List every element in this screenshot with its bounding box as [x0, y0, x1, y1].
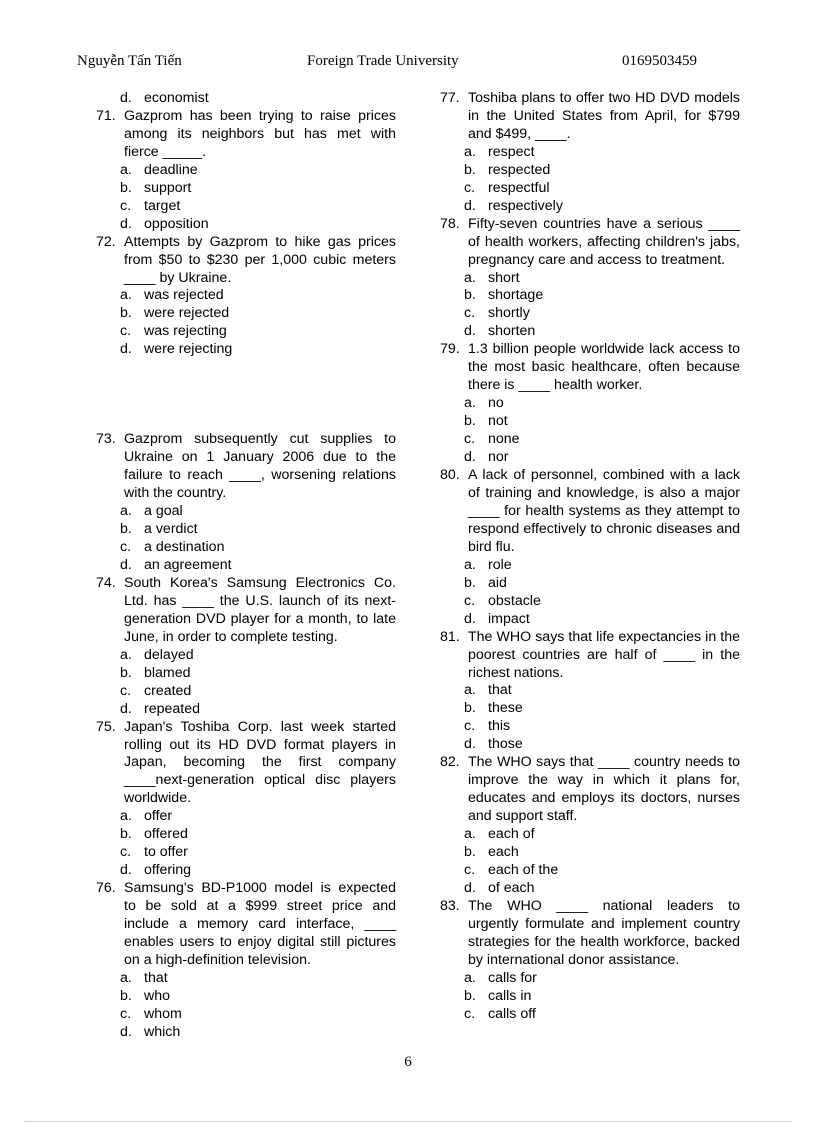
option-letter: b. — [120, 521, 132, 538]
question-number: 71. — [96, 107, 116, 124]
option-letter: a. — [120, 503, 132, 520]
option-letter: a. — [120, 161, 132, 178]
answer-option — [440, 395, 740, 413]
option-text: offered — [144, 826, 188, 843]
question — [96, 719, 396, 809]
option-text: obstacle — [488, 592, 541, 609]
answer-option — [96, 1006, 396, 1024]
question — [96, 431, 396, 503]
answer-option — [96, 701, 396, 719]
question — [440, 754, 740, 826]
answer-option — [440, 162, 740, 180]
answer-option — [440, 305, 740, 323]
option-text: shortage — [488, 287, 544, 304]
question-stem: A lack of personnel, combined with a lack of training and knowledge, is also a major ____ for health systems as they attempt to respond effectively to chronic diseases and bird flu. — [468, 467, 740, 555]
question — [440, 90, 740, 144]
option-letter: d. — [464, 449, 476, 466]
option-text: short — [488, 269, 520, 286]
answer-option — [96, 323, 396, 341]
option-text: were rejecting — [144, 341, 233, 358]
question-number: 81. — [440, 628, 460, 645]
answer-option — [440, 270, 740, 288]
option-letter: b. — [464, 161, 476, 178]
option-text: calls in — [488, 987, 532, 1004]
answer-option — [440, 880, 740, 898]
answer-option — [96, 198, 396, 216]
answer-option — [440, 988, 740, 1006]
answer-option — [96, 557, 396, 575]
option-text: blamed — [144, 664, 191, 681]
question-number: 76. — [96, 880, 116, 897]
question-stem: The WHO says that life expectancies in the poorest countries are half of ____ in the richest nations. — [468, 628, 740, 681]
option-text: economist — [144, 90, 209, 106]
question-number: 75. — [96, 718, 116, 735]
question-number: 78. — [440, 215, 460, 232]
option-letter: c. — [464, 861, 476, 878]
answer-option — [96, 683, 396, 701]
answer-option — [96, 1024, 396, 1042]
option-text: each of — [488, 826, 535, 843]
page-header — [0, 53, 816, 73]
option-text: support — [144, 179, 192, 196]
right-column — [440, 90, 740, 1024]
option-text: repeated — [144, 700, 201, 717]
question — [96, 880, 396, 970]
answer-option — [440, 826, 740, 844]
option-letter: c. — [464, 1005, 476, 1022]
option-letter: d. — [120, 90, 132, 106]
answer-option — [96, 287, 396, 305]
option-letter: c. — [464, 179, 476, 196]
answer-option — [440, 593, 740, 611]
answer-option — [440, 449, 740, 467]
option-letter: b. — [120, 987, 132, 1004]
answer-option — [96, 808, 396, 826]
option-text: was rejecting — [144, 323, 227, 340]
question-stem: South Korea's Samsung Electronics Co. Ltd. has ____ the U.S. launch of its next-generation DVD player for a month, to late June, in order to complete testing. — [124, 574, 396, 645]
answer-option — [440, 718, 740, 736]
option-letter: d. — [120, 700, 132, 717]
option-letter: b. — [464, 844, 476, 861]
option-letter: d. — [120, 862, 132, 879]
answer-option — [440, 431, 740, 449]
answer-option — [96, 90, 396, 108]
header-school: Foreign Trade University — [307, 53, 459, 69]
option-letter: c. — [120, 197, 132, 214]
question-stem: Toshiba plans to offer two HD DVD models in the United States from April, for $799 and $499, ____. — [468, 90, 740, 142]
option-letter: a. — [464, 969, 476, 986]
option-text: aid — [488, 574, 507, 591]
option-text: offer — [144, 808, 173, 825]
option-text: those — [488, 736, 523, 753]
question — [440, 216, 740, 270]
question-number: 77. — [440, 90, 460, 106]
page-gap — [96, 359, 396, 431]
question-number: 73. — [96, 431, 116, 448]
option-text: whom — [144, 1005, 182, 1022]
answer-option — [440, 198, 740, 216]
option-letter: d. — [464, 323, 476, 340]
answer-option — [440, 682, 740, 700]
option-text: calls for — [488, 969, 537, 986]
question — [96, 575, 396, 647]
option-text: to offer — [144, 844, 188, 861]
question-number: 72. — [96, 233, 116, 250]
question-number: 74. — [96, 574, 116, 591]
option-text: impact — [488, 610, 530, 627]
answer-option — [440, 700, 740, 718]
option-text: calls off — [488, 1005, 536, 1022]
option-letter: c. — [464, 718, 476, 735]
answer-option — [96, 970, 396, 988]
question-stem: 1.3 billion people worldwide lack access to the most basic healthcare, often because there is ____ health worker. — [468, 341, 740, 394]
option-text: target — [144, 197, 181, 214]
option-text: these — [488, 700, 523, 717]
option-letter: d. — [464, 197, 476, 214]
option-letter: b. — [464, 987, 476, 1004]
option-text: created — [144, 682, 192, 699]
answer-option — [440, 844, 740, 862]
option-text: opposition — [144, 215, 209, 232]
option-letter: b. — [464, 287, 476, 304]
option-text: each of the — [488, 861, 559, 878]
option-letter: b. — [464, 413, 476, 430]
option-text: this — [488, 718, 511, 735]
option-text: a verdict — [144, 521, 198, 538]
option-letter: d. — [120, 341, 132, 358]
answer-option — [440, 413, 740, 431]
question — [440, 898, 740, 970]
option-text: a destination — [144, 539, 225, 556]
option-text: shortly — [488, 305, 530, 322]
answer-option — [96, 305, 396, 323]
option-text: a goal — [144, 503, 183, 520]
question-number: 79. — [440, 341, 460, 358]
option-letter: d. — [464, 879, 476, 896]
option-text: respectful — [488, 179, 550, 196]
header-phone: 0169503459 — [622, 53, 697, 69]
option-text: who — [144, 987, 171, 1004]
answer-option — [440, 1006, 740, 1024]
option-text: each — [488, 844, 519, 861]
question-stem: Gazprom has been trying to raise prices among its neighbors but has met with fierce _____. — [124, 107, 396, 160]
option-text: no — [488, 395, 504, 412]
question — [96, 108, 396, 162]
option-text: an agreement — [144, 556, 232, 573]
footer-divider — [24, 1121, 792, 1122]
option-text: none — [488, 431, 520, 448]
left-column — [96, 90, 396, 1042]
header-author: Nguyễn Tấn Tiến — [77, 53, 182, 69]
option-letter: a. — [464, 826, 476, 843]
option-text: deadline — [144, 161, 198, 178]
option-letter: a. — [464, 682, 476, 699]
option-text: that — [144, 969, 168, 986]
answer-option — [96, 162, 396, 180]
option-text: shorten — [488, 323, 536, 340]
option-letter: c. — [464, 305, 476, 322]
question-stem: Japan's Toshiba Corp. last week started rolling out its HD DVD format players in Japan, becoming the first company ____next-generation optical disc players worldwide. — [124, 718, 396, 807]
answer-option — [96, 341, 396, 359]
option-text: nor — [488, 449, 509, 466]
answer-option — [96, 216, 396, 234]
answer-option — [96, 180, 396, 198]
option-letter: a. — [464, 143, 476, 160]
answer-option — [440, 323, 740, 341]
option-letter: c. — [464, 592, 476, 609]
answer-option — [440, 287, 740, 305]
option-letter: c. — [120, 1005, 132, 1022]
answer-option — [440, 557, 740, 575]
answer-option — [440, 575, 740, 593]
option-letter: d. — [120, 556, 132, 573]
option-text: not — [488, 413, 508, 430]
question-number: 83. — [440, 897, 460, 914]
option-letter: d. — [120, 215, 132, 232]
option-text: respectively — [488, 197, 563, 214]
option-text: was rejected — [144, 287, 224, 304]
option-letter: b. — [120, 305, 132, 322]
option-text: of each — [488, 879, 535, 896]
question — [96, 234, 396, 288]
option-letter: b. — [120, 179, 132, 196]
question-number: 82. — [440, 754, 460, 771]
option-letter: d. — [464, 736, 476, 753]
option-letter: a. — [120, 287, 132, 304]
question-stem: The WHO says that ____ country needs to improve the way in which it plans for, educates and employs its doctors, nurses and support staff. — [468, 754, 740, 825]
answer-option — [96, 826, 396, 844]
answer-option — [96, 844, 396, 862]
option-text: role — [488, 556, 512, 573]
answer-option — [96, 647, 396, 665]
option-text: were rejected — [144, 305, 230, 322]
option-letter: a. — [120, 808, 132, 825]
option-text: that — [488, 682, 512, 699]
question-stem: Attempts by Gazprom to hike gas prices from $50 to $230 per 1,000 cubic meters ____ by Ukraine. — [124, 233, 396, 286]
option-letter: b. — [120, 664, 132, 681]
question — [440, 629, 740, 683]
question-stem: Gazprom subsequently cut supplies to Ukraine on 1 January 2006 due to the failure to reach ____, worsening relations with the country. — [124, 431, 396, 502]
question-stem: The WHO ____ national leaders to urgently formulate and implement country strategies for the health workforce, backed by international donor assistance. — [468, 897, 740, 968]
question-number: 80. — [440, 467, 460, 484]
option-letter: a. — [120, 646, 132, 663]
answer-option — [440, 970, 740, 988]
option-text: respected — [488, 161, 551, 178]
option-letter: a. — [464, 269, 476, 286]
answer-option — [96, 521, 396, 539]
question-stem: Fifty-seven countries have a serious ____ of health workers, affecting children's jabs, pregnancy care and access to treatment. — [468, 215, 740, 268]
answer-option — [440, 736, 740, 754]
option-letter: a. — [464, 556, 476, 573]
option-letter: a. — [464, 395, 476, 412]
question — [440, 341, 740, 395]
option-letter: c. — [120, 844, 132, 861]
answer-option — [440, 862, 740, 880]
answer-option — [96, 988, 396, 1006]
option-letter: c. — [120, 323, 132, 340]
answer-option — [440, 144, 740, 162]
page-number: 6 — [404, 1054, 412, 1070]
answer-option — [440, 180, 740, 198]
option-letter: b. — [464, 574, 476, 591]
option-text: respect — [488, 143, 535, 160]
option-letter: d. — [120, 1023, 132, 1040]
question — [440, 467, 740, 557]
answer-option — [440, 611, 740, 629]
answer-option — [96, 503, 396, 521]
answer-option — [96, 862, 396, 880]
option-text: which — [144, 1023, 181, 1040]
answer-option — [96, 665, 396, 683]
option-text: offering — [144, 862, 192, 879]
option-letter: b. — [464, 700, 476, 717]
option-text: delayed — [144, 646, 194, 663]
option-letter: c. — [120, 682, 132, 699]
option-letter: d. — [464, 610, 476, 627]
option-letter: a. — [120, 969, 132, 986]
option-letter: c. — [464, 431, 476, 448]
option-letter: b. — [120, 826, 132, 843]
answer-option — [96, 539, 396, 557]
question-stem: Samsung's BD-P1000 model is expected to be sold at a $999 street price and include a memory card interface, ____ enables users to enjoy digital still pictures on a high-definition television. — [124, 880, 396, 968]
option-letter: c. — [120, 539, 132, 556]
